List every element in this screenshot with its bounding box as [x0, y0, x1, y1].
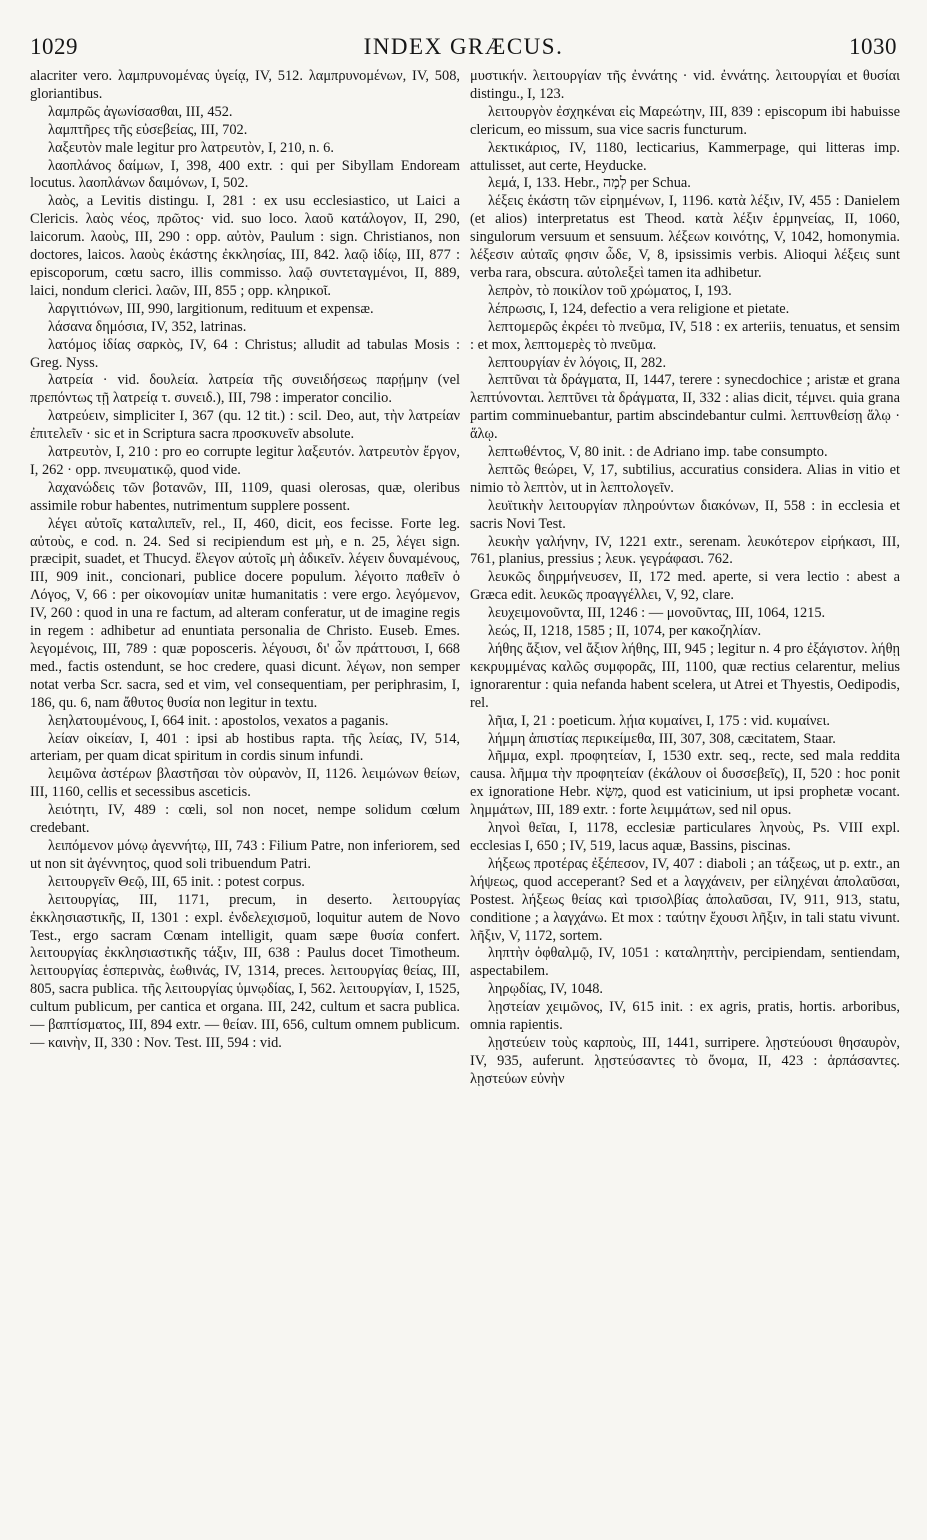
index-entry: λείαν οἰκείαν, I, 401 : ipsi ab hostibus rapta. τῆς λείας, IV, 514, arteriam, per quam dicat spiritum in cordis sinum infundi.: [30, 730, 460, 765]
index-entry: λειτουργεῖν Θεῷ, III, 65 init. : potest corpus.: [48, 873, 305, 890]
index-entry: λῆια, I, 21 : poeticum. λῄια κυμαίνει, I, 175 : vid. κυμαίνει.: [488, 712, 830, 729]
page-header: [30, 34, 897, 64]
right-page-number: 1030: [849, 34, 897, 59]
index-entry: λεπρὸν, τὸ ποικίλον τοῦ χρώματος, I, 193.: [488, 282, 732, 299]
index-entry: λατρευτὸν, I, 210 : pro eo corrupte legitur λαξευτόν. λατρευτὸν ἔργον, I, 262 · opp. πνευματικῷ, quod vide.: [30, 444, 460, 478]
running-title: INDEX GRÆCUS.: [363, 34, 564, 59]
index-entry: λαμπρῶς ἀγωνίσασθαι, III, 452.: [48, 103, 233, 120]
index-entry: λειότητι, IV, 489 : cœli, sol non nocet, nempe solidum cœlum credebant.: [30, 802, 460, 837]
left-column: [30, 68, 460, 1528]
index-entry: λευχειμονοῦντα, III, 1246 : — μονοῦντας, III, 1064, 1215.: [488, 605, 826, 622]
index-entry: λήμμη ἀπιστίας περικείμεθα, III, 307, 308, cæcitatem, Staar.: [488, 730, 836, 747]
index-entry: λαχανώδεις τῶν βοτανῶν, III, 1109, quasi olerosas, quæ, oleribus assimile robur habentes, nutrimentum supplere possent.: [30, 479, 460, 514]
index-entry: λεπτομερῶς ἐκρέει τὸ πνεῦμα, IV, 518 : ex arteriis, tenuatus, et sensim : et mox, λεπτομερὲς τὸ πνεῦμα.: [470, 318, 900, 353]
index-entry: ληνοὶ θεῖαι, I, 1178, ecclesiæ particulares ληνοὺς, Ps. VIII expl. ecclesias I, 650 ; IV, 519, lacus aquæ, Bassins, piscinas.: [470, 820, 900, 854]
index-entry: λῃστείαν χειμῶνος, IV, 615 init. : ex agris, pratis, hortis. arboribus, omnia rapientis.: [470, 999, 900, 1034]
index-entry: λαμπτῆρες τῆς εὐσεβείας, III, 702.: [48, 121, 248, 138]
index-entry: ληρῳδίας, IV, 1048.: [488, 981, 604, 998]
index-entry: λαὸς, a Levitis distingu. I, 281 : ex usu ecclesiastico, ut Laici a Clericis. λαὸς νέος, πρῶτος· vid. suo loco. λαοῦ κατάλογον, II, 290, laicorum. λαοὺς, III, 290 : opp. αὐτὸν, Paulum : sign. Christianos, non doctores, laicos. λαοὺς ἑκάστης ἐκκλησίας, III, 842. λαῷ ἰδίῳ, III, 877 : episcoporum, cœtu sacro, illis commisso. λαῷ συντεταγμένοι, II, 889, laici, nondum clerici. λαῶν, III, 855 ; opp. κληρικοῖ.: [30, 193, 460, 299]
right-column: [470, 68, 900, 1528]
index-entry: λεπτῶς θεώρει, V, 17, subtilius, accuratius considera. Alias in vitio et nimio τὸ λεπτὸν, ut in λεπτολογεῖν.: [470, 461, 900, 496]
index-entry: λεώς, II, 1218, 1585 ; II, 1074, per κακοζηλίαν.: [488, 623, 762, 640]
index-entry: λάσανα δημόσια, IV, 352, latrinas.: [48, 318, 247, 335]
index-entry: λεκτικάριος, IV, 1180, lecticarius, Kammerpage, qui litteras imp. attulisset, aut certe, Heyducke.: [470, 139, 900, 174]
index-entry: λέγει αὐτοῖς καταλιπεῖν, rel., II, 460, dicit, eos fecisse. Forte leg. αὐτοὺς, e cod. n. 24. Sed si recipiendum est μὴ, e n. 25, λέγει sign. præcipit, suadet, et Thucyd. ἔλεγον αὐτοῖς μὴ ἀδικεῖν. λέγειν δυναμένους, III, 909 init., concionari, publice docere populum. λέγοιτο παθεῖν ὁ Λόγος, V, 66 : per οἰκονομίαν unitæ humanitatis : vere ergo. λεγόμενον, IV, 260 : quod in una re factum, ad alteram conferatur, ut de imagine regis in regem : adhibetur ad enuntiata personalia de Christo. Euseb. Emes. λεγομένοις, III, 789 : quæ poposceris. λέγουσι, δι' ὧν πράττουσι, I, 668 med., factis ostendunt, se hoc credere, quasi dicunt. λέγων, non semper notat verba Scr. sacra, sed et vim, vel consequentiam, per periphrasim, I, 186, qu. 6, nam ἄθυτος θυσία non legitur in textu.: [30, 515, 460, 711]
index-entry: λαργιτιόνων, III, 990, largitionum, redituum et expensæ.: [48, 300, 374, 317]
index-entry: λήξεως προτέρας ἐξέπεσον, IV, 407 : diaboli ; an τάξεως, ut p. extr., an λήψεως, quod acceperant? Sed et a λαγχάνειν, per εἰληχέναι ἀπολαῦσαι, Postest. λήξεως θείας καὶ τρισολβίας ἀπολαῦσαι, IV, 911, 913, statu, conditione ; a λαγχάνω. Et mox : ταύτην ἔχουσι λῆξιν, in tali statu vivunt. λῆξιν, V, 1172, sortem.: [470, 855, 900, 944]
index-entry: λεηλατουμένους, I, 664 init. : apostolos, vexatos a paganis.: [48, 712, 389, 729]
index-entry: λέξεις ἑκάστη τῶν εἰρημένων, I, 1196. κατὰ λέξιν, IV, 455 : Danielem (et alios) interpretatus est Theod. κατὰ λέξιν ἑρμηνείας, II, 1060, singulorum versuum et sensuum. λέξεων κοινότης, V, 1042, homonymia. λέξεσιν αὐταῖς φησιν ὧδε, V, 8, ipsissimis verbis. Alioqui λέξεις sunt verba rara, obscura. αὐτολεξεὶ tamen ita adhibetur.: [470, 193, 900, 281]
index-entry: λατρεία · vid. δουλεία. λατρεία τῆς συνειδήσεως παρῄμην (vel πρεπόντως τῇ λατρείᾳ τ. συνειδ.), III, 798 : imperator concilio.: [30, 372, 460, 407]
index-entry: λατόμος ἰδίας σαρκὸς, IV, 64 : Christus; alludit ad tabulas Mosis : Greg. Nyss.: [30, 336, 460, 371]
index-entry: λειτουργὸν ἐσχηκέναι εἰς Μαρεώτην, III, 839 : episcopum ibi habuisse clericum, eo missum, sua vice sacris functurum.: [470, 103, 900, 138]
index-entry: λευκῶς διηρμήνευσεν, II, 172 med. aperte, si vera lectio : abest a Græca edit. λευκῶς προαγγέλλει, V, 92, clare.: [470, 569, 900, 604]
index-entry: μυστικήν. λειτουργίαν τῆς ἐννάτης · vid. ἐννάτης. λειτουργίαι et θυσίαι distingu., I, 123.: [470, 68, 900, 102]
index-entry: λαξευτὸν male legitur pro λατρευτὸν, I, 210, n. 6.: [48, 139, 334, 156]
index-entry: alacriter vero. λαμπρυνομένας ὑγείᾳ, IV, 512. λαμπρυνομένων, IV, 508, gloriantibus.: [30, 68, 460, 102]
index-entry: λατρεύειν, simpliciter I, 367 (qu. 12 tit.) : scil. Deo, aut, τὴν λατρείαν ἐπιτελεῖν · sic et in Scriptura sacra προσκυνεῖν absolute.: [30, 408, 460, 443]
left-page-number: 1029: [30, 34, 78, 59]
index-entry: λεμά, I, 133. Hebr., לְמָה per Schua.: [488, 175, 691, 192]
index-entry: λειμῶνα ἀστέρων βλαστῆσαι τὸν οὐρανὸν, II, 1126. λειμώνων θείων, III, 1160, cellis et secessibus asceticis.: [30, 766, 460, 801]
index-entry: λῃστεύειν τοὺς καρποὺς, III, 1441, surripere. λῃστεύουσι θησαυρὸν, IV, 935, auferunt. λῃστεύσαντες τὸ ὄνομα, II, 423 : ἁρπάσαντες. λῃστεύων εὐνὴν: [470, 1034, 900, 1087]
index-entry: λεπτουργίαν ἐν λόγοις, II, 282.: [488, 354, 667, 371]
index-entry: λειτουργίας, III, 1171, precum, in deserto. λειτουργίας ἐκκλησιαστικῆς, II, 1301 : expl. ἐνδελεχισμοῦ, loquitur autem de Novo Test., ergo sacram Cœnam intelligit, quam sæpe θυσία confert. λειτουργίας ἐκκλησιαστικῆς τάξιν, III, 638 : Paulus docet Timotheum. λειτουργίας ἑσπερινὰς, ἑωθινάς, IV, 1314, preces. λειτουργίας θείας, III, 805, sacra publica. τῆς λειτουργίας ὑμνῳδίας, I, 562. λειτουργίαν, I, 1525, cultum publicum, per cantica et organa. III, 242, cultum et sacra publica. — βαπτίσματος, III, 894 extr. — θείαν. III, 656, cultum omnem publicum. — καινὴν, II, 330 : Nov. Test. III, 594 : vid.: [30, 891, 460, 1051]
index-entry: λαοπλάνος δαίμων, I, 398, 400 extr. : qui per Sibyllam Endoream locutus. λαοπλάνων δαιμόνων, I, 502.: [30, 157, 460, 192]
index-entry: λεπτῦναι τὰ δράγματα, II, 1447, terere : synecdochice ; aristæ et grana λεπτύνονται. λεπτῦνει τὰ δράγματα, II, 332 : alias dicit, τέμνει. quia grana partim comminuebantur, partim abscindebantur culmi. λεπτυνθείσῃ ἅλῳ · ἅλῳ.: [470, 372, 900, 443]
index-entry: ληπτὴν ὀφθαλμῷ, IV, 1051 : καταληπτὴν, percipiendam, sentiendam, aspectabilem.: [470, 945, 900, 980]
index-entry: λευκὴν γαλήνην, IV, 1221 extr., serenam. λευκότερον εἰρήκασι, III, 761, planius, pressius ; λευκ. γεγράφασι. 762.: [470, 533, 900, 568]
index-entry: λεπτωθέντος, V, 80 init. : de Adriano imp. tabe consumpto.: [488, 444, 828, 461]
index-entry: λειπόμενον μόνῳ ἀγεννήτῳ, III, 743 : Filium Patre, non inferiorem, sed ut non sit ἀγέννητος, quod soli tribuendum Patri.: [30, 837, 460, 872]
index-entry: λῆμμα, expl. προφητείαν, I, 1530 extr. seq., recte, sed mala reddita causa. λῆμμα τὴν προφητείαν (ἐκάλουν οἱ δυσσεβεῖς), II, 520 : hoc ponit ex ignoratione Hebr. מַשָּׂא, quod est vaticinium, ut ipsi prophetæ vocant. λημμάτων, III, 189 extr. : forte λειμμάτων, sed nil opus.: [470, 748, 900, 819]
index-entry: λήθης ἄξιον, vel ἄξιον λήθης, III, 945 ; legitur n. 4 pro ἐξάγιστον. λήθῃ κεκρυμμένας καλῶς συμφορᾶς, III, 1100, quæ rectius celarentur, melius ignorarentur : quia nefanda habent scelera, ut Atrei et Thyestis, Oedipodis, rel.: [470, 641, 900, 711]
index-entry: λέπρωσις, I, 124, defectio a vera religione et pietate.: [488, 300, 790, 317]
index-entry: λευϊτικὴν λειτουργίαν πληρούντων διακόνων, II, 558 : in ecclesia et sacris Novi Test.: [470, 497, 900, 532]
